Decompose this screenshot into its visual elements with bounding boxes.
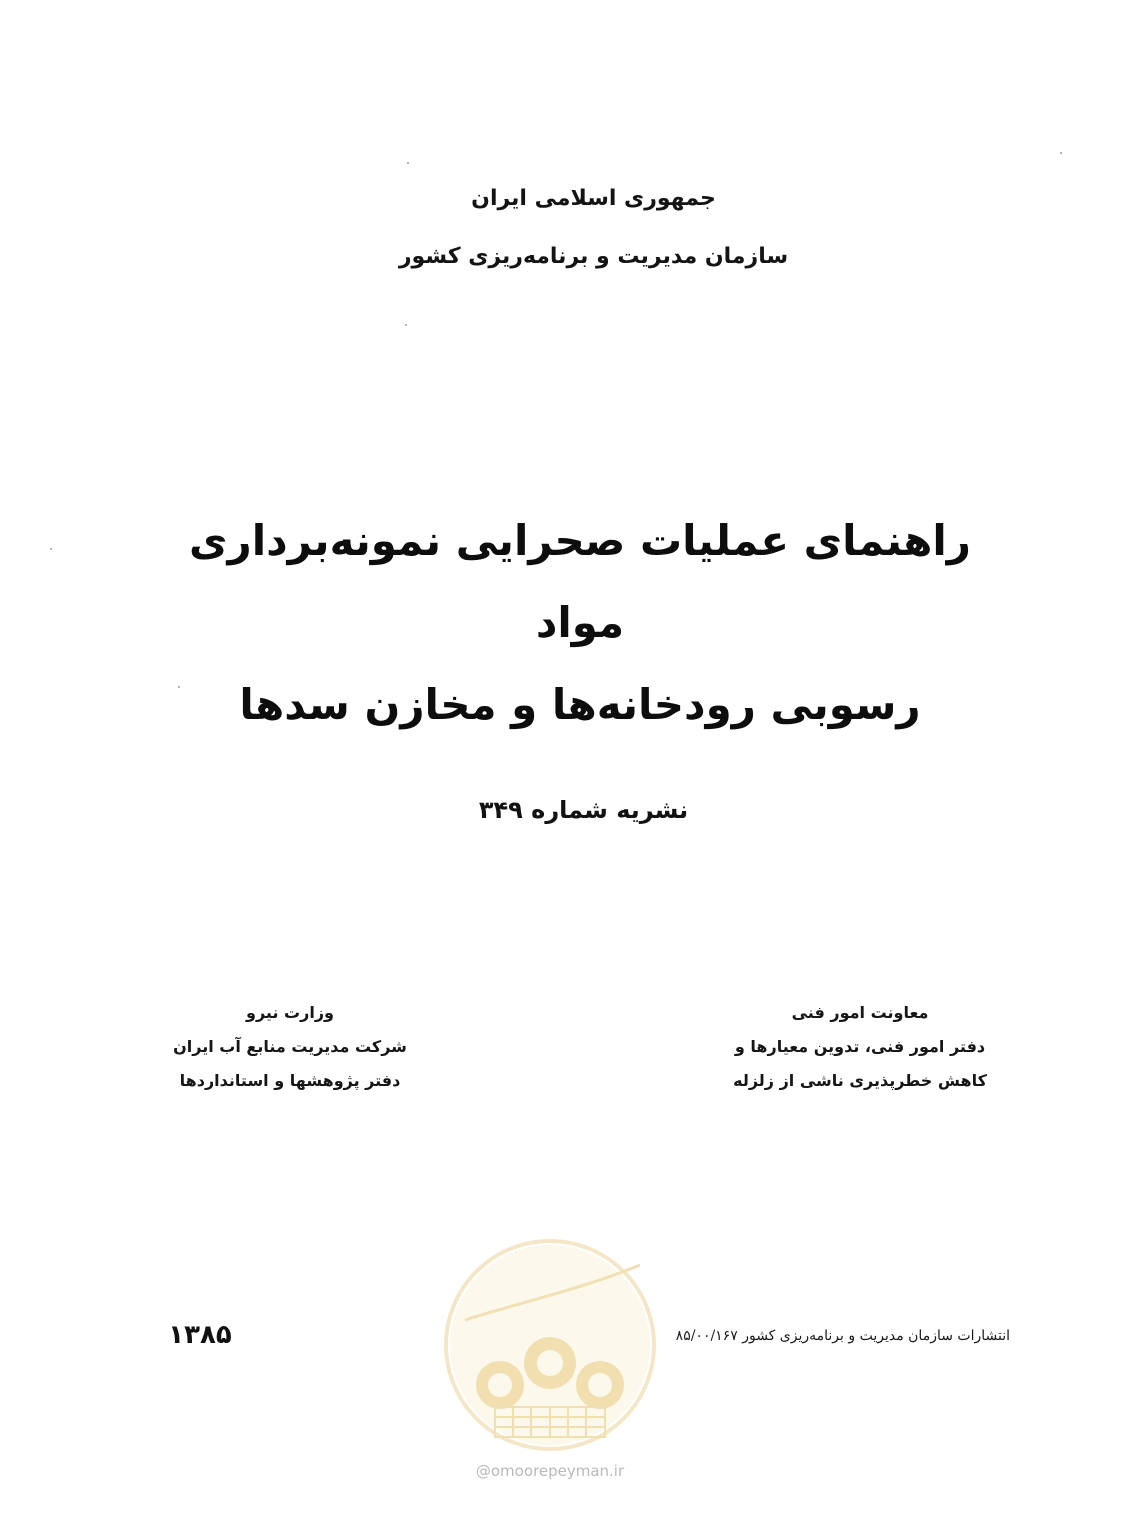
scan-speck (405, 324, 407, 326)
water-resources-company: شرکت مدیریت منابع آب ایران (173, 1037, 407, 1056)
scan-speck (1060, 152, 1062, 154)
scan-speck (407, 162, 409, 164)
document-title (180, 500, 980, 746)
technical-affairs-office: دفتر امور فنی، تدوین معیارها و (734, 1037, 986, 1056)
watermark-logo (440, 1235, 660, 1455)
header (0, 170, 1127, 286)
title-line-2: رسوبی رودخانه‌ها و مخازن سدها (239, 680, 921, 729)
earthquake-risk-reduction: کاهش خطرپذیری ناشی از زلزله (733, 1071, 987, 1090)
title-line-1: راهنمای عملیات صحرایی نمونه‌برداری مواد (189, 516, 971, 647)
organization-name: سازمان مدیریت و برنامه‌ریزی کشور (398, 244, 789, 269)
energy-ministry: وزارت نیرو (246, 1003, 334, 1022)
country-name: جمهوری اسلامی ایران (471, 186, 716, 211)
scan-speck (50, 548, 52, 550)
technical-affairs-block (700, 996, 1020, 1098)
publication-year: ۱۳۸۵ (168, 1320, 232, 1350)
watermark-caption: @omoorepeyman.ir (475, 1462, 625, 1480)
energy-ministry-block (150, 996, 430, 1098)
research-standards-office: دفتر پژوهشها و استانداردها (179, 1071, 401, 1090)
technical-affairs-deputy: معاونت امور فنی (791, 1003, 929, 1022)
publisher-note: انتشارات سازمان مدیریت و برنامه‌ریزی کشور ۸۵/۰۰/۱۶۷ (675, 1328, 1010, 1344)
publication-number: نشریه شماره ۳۴۹ (478, 796, 689, 824)
scan-speck (178, 686, 180, 688)
